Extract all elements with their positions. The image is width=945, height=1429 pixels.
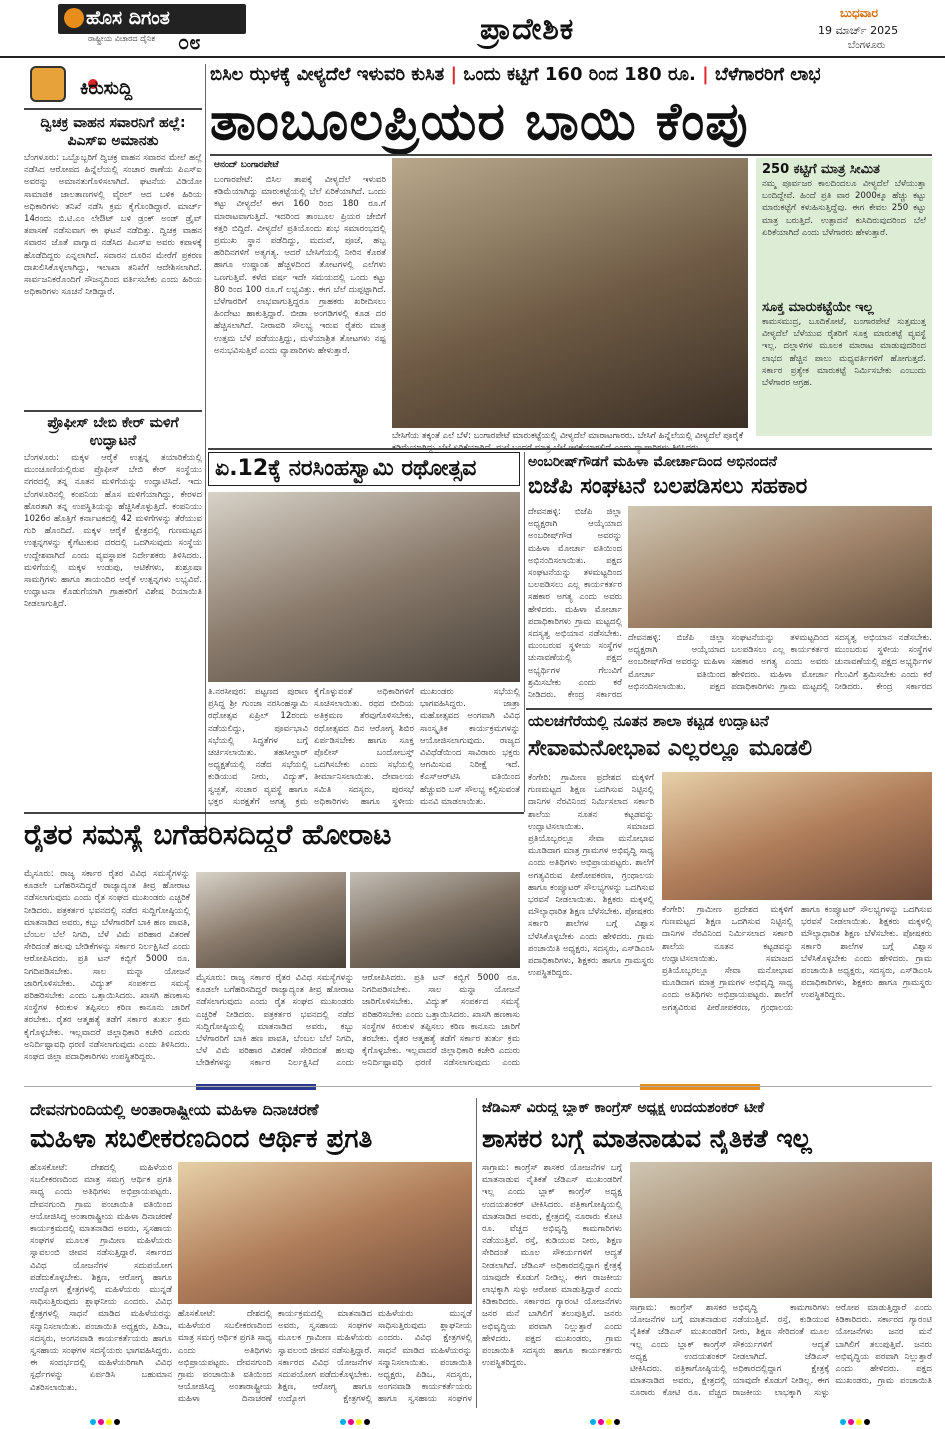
- sidebar-story1-body: ಬೆಂಗಳೂರು: ಒಬ್ಬೊಬ್ಬರಿಗೆ ದ್ವಿಚಕ್ರ ವಾಹನ ಸವಾರನ ಮೇಲೆ ಹಲ್ಲೆ ನಡೆಸಿದ ಆರೋಪದ ಹಿನ್ನೆಲೆಯಲ್ಲಿ ಸಂಚಾರ ಠಾಣೆಯ ಪಿಎಸ್‌ಐ ಅವರನ್ನು ಅಮಾನತುಗೊಳಿಸಲಾಗಿದೆ. ಘಟನೆಯ ವಿಡಿಯೋ ಸಾಮಾಜಿಕ ಜಾಲತಾಣಗಳಲ್ಲಿ ವೈರಲ್ ಆದ ಬಳಿಕ ಹಿರಿಯ ಅಧಿಕಾರಿಗಳು ತನಿಖೆ ನಡೆಸಿ ಕ್ರಮ ಕೈಗೊಂಡಿದ್ದಾರೆ. ಮಾರ್ಚ್ 14ರಂದು ಬಿ.ಟಿ.ಎಂ ಲೇಔಟ್ ಬಳಿ ಡ್ರಂಕ್ ಅಂಡ್ ಡ್ರೈವ್ ತಪಾಸಣೆ ನಡೆಸುವಾಗ ಈ ಘಟನೆ ನಡೆದಿತ್ತು. ದ್ವಿಚಕ್ರ ವಾಹನ ಸವಾರನ ಜೊತೆ ವಾಗ್ವಾದ ನಡೆಸಿದ ಪಿಎಸ್‌ಐ ಅವರು ಕಪಾಳಕ್ಕೆ ಹೊಡೆದಿದ್ದರು ಎನ್ನಲಾಗಿದೆ. ಸವಾರನ ದೂರಿನ ಮೇರೆಗೆ ಪ್ರಕರಣ ದಾಖಲಿಸಿಕೊಳ್ಳಲಾಗಿದ್ದು, ಇಲಾಖಾ ತನಿಖೆಗೆ ಆದೇಶಿಸಲಾಗಿದೆ. ಸಾರ್ವಜನಿಕರೊಂದಿಗೆ ಸೌಜನ್ಯದಿಂದ ವರ್ತಿಸಬೇಕು ಎಂದು ಹಿರಿಯ ಅಧಿಕಾರಿಗಳು ಸೂಚನೆ ನೀಡಿದ್ದಾರೆ.: [24, 153, 202, 298]
- issue-date: 19 ಮಾರ್ಚ್ 2025: [818, 24, 899, 37]
- jds-kicker: ಜೆಡಿಎಸ್ ವಿರುದ್ಧ ಬ್ಲಾಕ್ ಕಾಂಗ್ರೆಸ್ ಅಧ್ಯಕ್ಷ ಉದಯಶಂಕರ್ ಟೀಕೆ: [482, 1100, 765, 1116]
- decorative-bar: [640, 1084, 760, 1090]
- school-body: ಕೆಂಗೇರಿ: ಗ್ರಾಮೀಣ ಪ್ರದೇಶದ ಮಕ್ಕಳಿಗೆ ಗುಣಮಟ್ಟದ ಶಿಕ್ಷಣ ಒದಗಿಸುವ ನಿಟ್ಟಿನಲ್ಲಿ ದಾನಿಗಳ ನೆರವಿನಿಂದ ನಿರ್ಮಿಸಲಾದ ಸರ್ಕಾರಿ ಶಾಲೆಯ ನೂತನ ಕಟ್ಟಡವನ್ನು ಉದ್ಘಾಟಿಸಲಾಯಿತು. ಸಮಾಜದ ಪ್ರತಿಯೊಬ್ಬರಲ್ಲೂ ಸೇವಾ ಮನೋಭಾವ ಮೂಡಿದಾಗ ಮಾತ್ರ ಗ್ರಾಮಗಳ ಅಭಿವೃದ್ಧಿ ಸಾಧ್ಯ ಎಂದು ಅತಿಥಿಗಳು ಅಭಿಪ್ರಾಯಪಟ್ಟರು. ಶಾಲೆಗೆ ಅಗತ್ಯವಿರುವ ಪೀಠೋಪಕರಣ, ಗ್ರಂಥಾಲಯ ಹಾಗೂ ಕಂಪ್ಯೂಟರ್ ಸೌಲಭ್ಯಗಳನ್ನು ಒದಗಿಸುವ ಭರವಸೆ ನೀಡಲಾಯಿತು. ಶಿಕ್ಷಕರು ಮಕ್ಕಳಲ್ಲಿ ಮೌಲ್ಯಾಧಾರಿತ ಶಿಕ್ಷಣ ಬೆಳೆಸಬೇಕು. ಪೋಷಕರು ಸರ್ಕಾರಿ ಶಾಲೆಗಳ ಬಗ್ಗೆ ವಿಶ್ವಾಸ ಬೆಳೆಸಿಕೊಳ್ಳಬೇಕು ಎಂದು ಹೇಳಿದರು. ಗ್ರಾಮ ಪಂಚಾಯಿತಿ ಅಧ್ಯಕ್ಷರು, ಸದಸ್ಯರು, ಎಸ್‌ಡಿಎಂಸಿ ಪದಾಧಿಕಾರಿಗಳು, ಶಿಕ್ಷಕರು ಹಾಗೂ ಗ್ರಾಮಸ್ಥರು ಉಪಸ್ಥಿತರಿದ್ದರು.: [528, 773, 654, 979]
- sidebar-brand: ಕಿರುಸುದ್ದಿ: [80, 78, 133, 99]
- women-headline: ಮಹಿಳಾ ಸಬಲೀಕರಣದಿಂದ ಆರ್ಥಿಕ ಪ್ರಗತಿ: [30, 1124, 373, 1154]
- lead-photo: [392, 158, 748, 428]
- section-title: ಪ್ರಾದೇಶಿಕ: [480, 12, 575, 47]
- women-body: ಹೊಸಕೋಟೆ: ದೇಶದಲ್ಲಿ ಮಹಿಳೆಯರ ಸಬಲೀಕರಣದಿಂದ ಮಾತ್ರ ಸಮಗ್ರ ಆರ್ಥಿಕ ಪ್ರಗತಿ ಸಾಧ್ಯ ಎಂದು ಅತಿಥಿಗಳು ಅಭಿಪ್ರಾಯಪಟ್ಟರು. ದೇವನಗುಂದಿ ಗ್ರಾಮ ಪಂಚಾಯಿತಿ ವತಿಯಿಂದ ಆಯೋಜಿಸಿದ್ದ ಅಂತಾರಾಷ್ಟ್ರೀಯ ಮಹಿಳಾ ದಿನಾಚರಣೆ ಕಾರ್ಯಕ್ರಮದಲ್ಲಿ ಮಾತನಾಡಿದ ಅವರು, ಸ್ವಸಹಾಯ ಸಂಘಗಳ ಮೂಲಕ ಗ್ರಾಮೀಣ ಮಹಿಳೆಯರು ಸ್ವಾವಲಂಬಿ ಜೀವನ ನಡೆಸುತ್ತಿದ್ದಾರೆ. ಸರ್ಕಾರದ ವಿವಿಧ ಯೋಜನೆಗಳ ಸದುಪಯೋಗ ಪಡೆದುಕೊಳ್ಳಬೇಕು. ಶಿಕ್ಷಣ, ಆರೋಗ್ಯ ಹಾಗೂ ಉದ್ಯೋಗ ಕ್ಷೇತ್ರಗಳಲ್ಲಿ ಮಹಿಳೆಯರು ಮುನ್ನಡೆ ಸಾಧಿಸುತ್ತಿರುವುದು ಶ್ಲಾಘನೀಯ ಎಂದರು. ವಿವಿಧ ಕ್ಷೇತ್ರಗಳಲ್ಲಿ ಸಾಧನೆ ಮಾಡಿದ ಮಹಿಳೆಯರನ್ನು ಸನ್ಮಾನಿಸಲಾಯಿತು. ಪಂಚಾಯಿತಿ ಅಧ್ಯಕ್ಷರು, ಪಿಡಿಒ, ಸದಸ್ಯರು, ಅಂಗನವಾಡಿ ಕಾರ್ಯಕರ್ತೆಯರು ಹಾಗೂ ಸ್ವಸಹಾಯ ಸಂಘಗಳ ಸದಸ್ಯೆಯರು ಭಾಗವಹಿಸಿದ್ದರು. ಈ ಸಂದರ್ಭದಲ್ಲಿ ಮಹಿಳೆಯರಿಗಾಗಿ ವಿವಿಧ ಸ್ಪರ್ಧೆಗಳನ್ನು ಏರ್ಪಡಿಸಿ ಬಹುಮಾನ ವಿತರಿಸಲಾಯಿತು.: [30, 1163, 172, 1393]
- sidebar-story2-headline: ಪ್ರೊಫೀಸ್ ಬೇಬಿ ಕೇರ್ ಮಳಿಗೆ ಉದ್ಘಾಟನೆ: [47, 415, 179, 449]
- logo-emblem-icon: [64, 8, 84, 28]
- school-body-continued: ಕೆಂಗೇರಿ: ಗ್ರಾಮೀಣ ಪ್ರದೇಶದ ಮಕ್ಕಳಿಗೆ ಗುಣಮಟ್ಟದ ಶಿಕ್ಷಣ ಒದಗಿಸುವ ನಿಟ್ಟಿನಲ್ಲಿ ದಾನಿಗಳ ನೆರವಿನಿಂದ ನಿರ್ಮಿಸಲಾದ ಸರ್ಕಾರಿ ಶಾಲೆಯ ನೂತನ ಕಟ್ಟಡವನ್ನು ಉದ್ಘಾಟಿಸಲಾಯಿತು. ಸಮಾಜದ ಪ್ರತಿಯೊಬ್ಬರಲ್ಲೂ ಸೇವಾ ಮನೋಭಾವ ಮೂಡಿದಾಗ ಮಾತ್ರ ಗ್ರಾಮಗಳ ಅಭಿವೃದ್ಧಿ ಸಾಧ್ಯ ಎಂದು ಅತಿಥಿಗಳು ಅಭಿಪ್ರಾಯಪಟ್ಟರು. ಶಾಲೆಗೆ ಅಗತ್ಯವಿರುವ ಪೀಠೋಪಕರಣ, ಗ್ರಂಥಾಲಯ ಹಾಗೂ ಕಂಪ್ಯೂಟರ್ ಸೌಲಭ್ಯಗಳನ್ನು ಒದಗಿಸುವ ಭರವಸೆ ನೀಡಲಾಯಿತು. ಶಿಕ್ಷಕರು ಮಕ್ಕಳಲ್ಲಿ ಮೌಲ್ಯಾಧಾರಿತ ಶಿಕ್ಷಣ ಬೆಳೆಸಬೇಕು. ಪೋಷಕರು ಸರ್ಕಾರಿ ಶಾಲೆಗಳ ಬಗ್ಗೆ ವಿಶ್ವಾಸ ಬೆಳೆಸಿಕೊಳ್ಳಬೇಕು ಎಂದು ಹೇಳಿದರು. ಗ್ರಾಮ ಪಂಚಾಯಿತಿ ಅಧ್ಯಕ್ಷರು, ಸದಸ್ಯರು, ಎಸ್‌ಡಿಎಂಸಿ ಪದಾಧಿಕಾರಿಗಳು, ಶಿಕ್ಷಕರು ಹಾಗೂ ಗ್ರಾಮಸ್ಥರು ಉಪಸ್ಥಿತರಿದ್ದರು.: [662, 905, 932, 1013]
- women-body-continued: ಹೊಸಕೋಟೆ: ದೇಶದಲ್ಲಿ ಮಹಿಳೆಯರ ಸಬಲೀಕರಣದಿಂದ ಮಾತ್ರ ಸಮಗ್ರ ಆರ್ಥಿಕ ಪ್ರಗತಿ ಸಾಧ್ಯ ಎಂದು ಅತಿಥಿಗಳು ಅಭಿಪ್ರಾಯಪಟ್ಟರು. ದೇವನಗುಂದಿ ಗ್ರಾಮ ಪಂಚಾಯಿತಿ ವತಿಯಿಂದ ಆಯೋಜಿಸಿದ್ದ ಅಂತಾರಾಷ್ಟ್ರೀಯ ಮಹಿಳಾ ದಿನಾಚರಣೆ ಕಾರ್ಯಕ್ರಮದಲ್ಲಿ ಮಾತನಾಡಿದ ಅವರು, ಸ್ವಸಹಾಯ ಸಂಘಗಳ ಮೂಲಕ ಗ್ರಾಮೀಣ ಮಹಿಳೆಯರು ಸ್ವಾವಲಂಬಿ ಜೀವನ ನಡೆಸುತ್ತಿದ್ದಾರೆ. ಸರ್ಕಾರದ ವಿವಿಧ ಯೋಜನೆಗಳ ಸದುಪಯೋಗ ಪಡೆದುಕೊಳ್ಳಬೇಕು. ಶಿಕ್ಷಣ, ಆರೋಗ್ಯ ಹಾಗೂ ಉದ್ಯೋಗ ಕ್ಷೇತ್ರಗಳಲ್ಲಿ ಮಹಿಳೆಯರು ಮುನ್ನಡೆ ಸಾಧಿಸುತ್ತಿರುವುದು ಶ್ಲಾಘನೀಯ ಎಂದರು. ವಿವಿಧ ಕ್ಷೇತ್ರಗಳಲ್ಲಿ ಸಾಧನೆ ಮಾಡಿದ ಮಹಿಳೆಯರನ್ನು ಸನ್ಮಾನಿಸಲಾಯಿತು. ಪಂಚಾಯಿತಿ ಅಧ್ಯಕ್ಷರು, ಪಿಡಿಒ, ಸದಸ್ಯರು, ಅಂಗನವಾಡಿ ಕಾರ್ಯಕರ್ತೆಯರು ಹಾಗೂ ಸ್ವಸಹಾಯ ಸಂಘಗಳ: [178, 1309, 472, 1405]
- kicker-separator: |: [702, 64, 715, 85]
- lead-headline: ತಾಂಬೂಲಪ್ರಿಯರ ಬಾಯಿ ಕೆಂಪು: [210, 92, 749, 152]
- jds-body-continued: ಸಾಗ್ರಾಮ: ಕಾಂಗ್ರೆಸ್ ಶಾಸಕರ ಯೋಜನೆಗಳ ಬಗ್ಗೆ ಮಾತನಾಡುವ ನೈತಿಕತೆ ಜೆಡಿಎಸ್ ಮುಖಂಡರಿಗೆ ಇಲ್ಲ ಎಂದು ಬ್ಲಾಕ್ ಕಾಂಗ್ರೆಸ್ ಅಧ್ಯಕ್ಷ ಉದಯಶಂಕರ್ ಟೀಕಿಸಿದರು. ಪತ್ರಿಕಾಗೋಷ್ಠಿಯಲ್ಲಿ ಮಾತನಾಡಿದ ಅವರು, ಕ್ಷೇತ್ರದಲ್ಲಿ ನೂರಾರು ಕೋಟಿ ರೂ. ವೆಚ್ಚದ ಅಭಿವೃದ್ಧಿ ಕಾಮಗಾರಿಗಳು ನಡೆಯುತ್ತಿವೆ. ರಸ್ತೆ, ಕುಡಿಯುವ ನೀರು, ಶಿಕ್ಷಣ ಸೇರಿದಂತೆ ಮೂಲ ಸೌಕರ್ಯಗಳಿಗೆ ಆದ್ಯತೆ ನೀಡಲಾಗಿದೆ. ಜೆಡಿಎಸ್ ಅಧಿಕಾರದಲ್ಲಿದ್ದಾಗ ಕ್ಷೇತ್ರಕ್ಕೆ ಯಾವುದೇ ಕೊಡುಗೆ ನೀಡಿಲ್ಲ. ಈಗ ರಾಜಕೀಯ ಲಾಭಕ್ಕಾಗಿ ಸುಳ್ಳು ಆರೋಪ ಮಾಡುತ್ತಿದ್ದಾರೆ ಎಂದು ಕಿಡಿಕಾರಿದರು. ಸರ್ಕಾರದ ಗ್ಯಾರಂಟಿ ಯೋಜನೆಗಳು ಜನರ ಮನೆ ಬಾಗಿಲಿಗೆ ತಲುಪುತ್ತಿವೆ. ಜನರು ಅಭಿವೃದ್ಧಿಯ ಪರವಾಗಿ ನಿಲ್ಲುತ್ತಾರೆ ಎಂದು ಹೇಳಿದರು. ಪಕ್ಷದ ಮುಖಂಡರು, ಗ್ರಾಮ ಪಂಚಾಯಿತಿ: [630, 1303, 932, 1399]
- print-registration-marks: [340, 1410, 372, 1429]
- box-paragraph-1: ನಮ್ಮ ಪೂರ್ವಜರ ಕಾಲದಿಂದಲೂ ವೀಳ್ಯದೆಲೆ ಬೆಳೆಯುತ್ತಾ ಬಂದಿದ್ದೇವೆ. ಹಿಂದೆ ಪ್ರತಿ ವಾರ 2000ಕ್ಕೂ ಹೆಚ್ಚು ಕಟ್ಟು ಮಾರುಕಟ್ಟೆಗೆ ಕಳುಹಿಸುತ್ತಿದ್ದೆವು. ಈಗ ಕೇವಲ 250 ಕಟ್ಟು ಮಾತ್ರ ಬರುತ್ತಿದೆ. ಉತ್ಪಾದನೆ ಕುಸಿದಿರುವುದರಿಂದ ಬೆಲೆ ಏರಿಕೆಯಾಗಿದೆ ಎಂದು ಬೆಳೆಗಾರರು ಹೇಳುತ್ತಾರೆ.: [762, 179, 926, 238]
- lead-kicker-part: ಬೆಳೆಗಾರರಿಗೆ ಲಾಭ: [714, 64, 821, 85]
- divider: [208, 448, 932, 450]
- column-rule: [524, 452, 525, 812]
- ambareesh-kicker: ಅಂಬರೀಷ್‌ಗೌಡಗೆ ಮಹಿಳಾ ಮೋರ್ಚಾದಿಂದ ಅಭಿನಂದನೆ: [528, 454, 777, 470]
- print-registration-marks: [840, 1410, 872, 1429]
- farmers-body: ಮೈಸೂರು: ರಾಜ್ಯ ಸರ್ಕಾರ ರೈತರ ವಿವಿಧ ಸಮಸ್ಯೆಗಳನ್ನು ಕೂಡಲೇ ಬಗೆಹರಿಸದಿದ್ದರೆ ರಾಜ್ಯಾದ್ಯಂತ ತೀವ್ರ ಹೋರಾಟ ನಡೆಸಲಾಗುವುದು ಎಂದು ರೈತ ಸಂಘದ ಮುಖಂಡರು ಎಚ್ಚರಿಕೆ ನೀಡಿದರು. ಪತ್ರಕರ್ತರ ಭವನದಲ್ಲಿ ನಡೆದ ಸುದ್ದಿಗೋಷ್ಠಿಯಲ್ಲಿ ಮಾತನಾಡಿದ ಅವರು, ಕಬ್ಬು ಬೆಳೆಗಾರರಿಗೆ ಬಾಕಿ ಹಣ ಪಾವತಿ, ಬೆಂಬಲ ಬೆಲೆ ನಿಗದಿ, ಬೆಳೆ ವಿಮೆ ಪರಿಹಾರ ವಿತರಣೆ ಸೇರಿದಂತೆ ಹಲವು ಬೇಡಿಕೆಗಳನ್ನು ಸರ್ಕಾರ ನಿರ್ಲಕ್ಷಿಸಿದೆ ಎಂದು ಆರೋಪಿಸಿದರು. ಪ್ರತಿ ಟನ್ ಕಬ್ಬಿಗೆ 5000 ರೂ. ನಿಗದಿಪಡಿಸಬೇಕು. ಸಾಲ ಮನ್ನಾ ಯೋಜನೆ ಜಾರಿಗೊಳಿಸಬೇಕು. ವಿದ್ಯುತ್ ಸಂಪರ್ಕದ ಸಮಸ್ಯೆ ಪರಿಹರಿಸಬೇಕು ಎಂದು ಒತ್ತಾಯಿಸಿದರು. ಖಾಸಗಿ ಹಣಕಾಸು ಸಂಸ್ಥೆಗಳ ಕಿರುಕುಳ ತಪ್ಪಿಸಲು ಕಠಿಣ ಕಾನೂನು ಜಾರಿಗೆ ತರಬೇಕು. ರೈತರ ಆತ್ಮಹತ್ಯೆ ತಡೆಗೆ ಸರ್ಕಾರ ತುರ್ತು ಕ್ರಮ ಕೈಗೊಳ್ಳಬೇಕು. ಇಲ್ಲವಾದರೆ ಜಿಲ್ಲಾಧಿಕಾರಿ ಕಚೇರಿ ಎದುರು ಅನಿರ್ದಿಷ್ಟಾವಧಿ ಧರಣಿ ನಡೆಸಲಾಗುವುದು ಎಂದು ತಿಳಿಸಿದರು. ಸಂಘದ ಜಿಲ್ಲಾ ಪದಾಧಿಕಾರಿಗಳು ಉಪಸ್ಥಿತರಿದ್ದರು.: [24, 869, 190, 1063]
- lead-byline: ಆನಂದ್ ಬಂಗಾರಪೇಟೆ: [214, 160, 279, 170]
- jds-headline: ಶಾಸಕರ ಬಗ್ಗೆ ಮಾತನಾಡುವ ನೈತಿಕತೆ ಇಲ್ಲ: [482, 1124, 812, 1153]
- sidebar-story1-headline: ದ್ವಿಚಕ್ರ ವಾಹನ ಸವಾರನಿಗೆ ಹಲ್ಲೆ: ಪಿಎಸ್‌ಐ ಅಮಾನತು: [40, 115, 186, 149]
- farmers-headline: ರೈತರ ಸಮಸ್ಯೆ ಬಗೆಹರಿಸದಿದ್ದರೆ ಹೋರಾಟ: [24, 818, 392, 851]
- jds-photo: [630, 1162, 932, 1298]
- page-number: ೦೮: [178, 30, 201, 54]
- sidebar-story2-body: ಬೆಂಗಳೂರು: ಮಕ್ಕಳ ಆರೈಕೆ ಉತ್ಪನ್ನ ತಯಾರಿಕೆಯಲ್ಲಿ ಮುಂಚೂಣಿಯಲ್ಲಿರುವ ಪ್ರೊಫೀಸ್ ಬೇಬಿ ಕೇರ್ ಸಂಸ್ಥೆಯು ನಗರದಲ್ಲಿ ತನ್ನ ನೂತನ ಮಳಿಗೆಯನ್ನು ಉದ್ಘಾಟಿಸಿದೆ. ಇದು ಬೆಂಗಳೂರಿನಲ್ಲಿ ಕಂಪನಿಯ ಹೊಸ ಮಳಿಗೆಯಾಗಿದ್ದು, ಕೇರಳದ ಹೊರತಾಗಿ ತನ್ನ ಉಪಸ್ಥಿತಿಯನ್ನು ಹೆಚ್ಚಿಸಿಕೊಳ್ಳುತ್ತಿದೆ. ಕಂಪನಿಯು 1026ರ ಹೊತ್ತಿಗೆ ಕರ್ನಾಟಕದಲ್ಲಿ 42 ಮಳಿಗೆಗಳನ್ನು ತೆರೆಯುವ ಗುರಿ ಹೊಂದಿದೆ. ಮಕ್ಕಳ ಆರೈಕೆ ಕ್ಷೇತ್ರದಲ್ಲಿ ಗುಣಮಟ್ಟದ ಉತ್ಪನ್ನಗಳನ್ನು ಕೈಗೆಟುಕುವ ದರದಲ್ಲಿ ಒದಗಿಸುವುದು ಸಂಸ್ಥೆಯ ಉದ್ದೇಶವಾಗಿದೆ ಎಂದು ವ್ಯವಸ್ಥಾಪಕ ನಿರ್ದೇಶಕರು ತಿಳಿಸಿದರು. ಮಳಿಗೆಯಲ್ಲಿ ಮಕ್ಕಳ ಉಡುಪು, ಆಟಿಕೆಗಳು, ಶುಶ್ರೂಷಾ ಸಾಮಗ್ರಿಗಳು ಹಾಗೂ ತಾಯಂದಿರ ಆರೈಕೆ ಉತ್ಪನ್ನಗಳು ಲಭ್ಯವಿವೆ. ಉದ್ಘಾಟನಾ ಕೊಡುಗೆಯಾಗಿ ಗ್ರಾಹಕರಿಗೆ ವಿಶೇಷ ರಿಯಾಯಿತಿ ನೀಡಲಾಗುತ್ತಿದೆ.: [24, 453, 202, 610]
- ambareesh-headline: ಬಿಜೆಪಿ ಸಂಘಟನೆ ಬಲಪಡಿಸಲು ಸಹಕಾರ: [528, 474, 808, 499]
- newspaper-logo: ಹೊಸ ದಿಗಂತ: [58, 4, 246, 34]
- school-photo: [662, 772, 932, 900]
- school-headline: ಸೇವಾಮನೋಭಾವ ಎಲ್ಲರಲ್ಲೂ ಮೂಡಲಿ: [528, 736, 812, 761]
- jds-body: ಸಾಗ್ರಾಮ: ಕಾಂಗ್ರೆಸ್ ಶಾಸಕರ ಯೋಜನೆಗಳ ಬಗ್ಗೆ ಮಾತನಾಡುವ ನೈತಿಕತೆ ಜೆಡಿಎಸ್ ಮುಖಂಡರಿಗೆ ಇಲ್ಲ ಎಂದು ಬ್ಲಾಕ್ ಕಾಂಗ್ರೆಸ್ ಅಧ್ಯಕ್ಷ ಉದಯಶಂಕರ್ ಟೀಕಿಸಿದರು. ಪತ್ರಿಕಾಗೋಷ್ಠಿಯಲ್ಲಿ ಮಾತನಾಡಿದ ಅವರು, ಕ್ಷೇತ್ರದಲ್ಲಿ ನೂರಾರು ಕೋಟಿ ರೂ. ವೆಚ್ಚದ ಅಭಿವೃದ್ಧಿ ಕಾಮಗಾರಿಗಳು ನಡೆಯುತ್ತಿವೆ. ರಸ್ತೆ, ಕುಡಿಯುವ ನೀರು, ಶಿಕ್ಷಣ ಸೇರಿದಂತೆ ಮೂಲ ಸೌಕರ್ಯಗಳಿಗೆ ಆದ್ಯತೆ ನೀಡಲಾಗಿದೆ. ಜೆಡಿಎಸ್ ಅಧಿಕಾರದಲ್ಲಿದ್ದಾಗ ಕ್ಷೇತ್ರಕ್ಕೆ ಯಾವುದೇ ಕೊಡುಗೆ ನೀಡಿಲ್ಲ. ಈಗ ರಾಜಕೀಯ ಲಾಭಕ್ಕಾಗಿ ಸುಳ್ಳು ಆರೋಪ ಮಾಡುತ್ತಿದ್ದಾರೆ ಎಂದು ಕಿಡಿಕಾರಿದರು. ಸರ್ಕಾರದ ಗ್ಯಾರಂಟಿ ಯೋಜನೆಗಳು ಜನರ ಮನೆ ಬಾಗಿಲಿಗೆ ತಲುಪುತ್ತಿವೆ. ಜನರು ಅಭಿವೃದ್ಧಿಯ ಪರವಾಗಿ ನಿಲ್ಲುತ್ತಾರೆ ಎಂದು ಹೇಳಿದರು. ಪಕ್ಷದ ಮುಖಂಡರು, ಗ್ರಾಮ ಪಂಚಾಯಿತಿ ಸದಸ್ಯರು ಹಾಗೂ ಕಾರ್ಯಕರ್ತರು ಉಪಸ್ಥಿತರಿದ್ದರು.: [482, 1163, 622, 1369]
- divider: [210, 154, 932, 156]
- lead-kicker-part: ಒಂದು ಕಟ್ಟಿಗೆ 160 ರಿಂದ 180 ರೂ.: [463, 64, 696, 85]
- lead-kicker: [210, 64, 925, 92]
- women-kicker: ದೇವನಗುಂದಿಯಲ್ಲಿ ಅಂತಾರಾಷ್ಟ್ರೀಯ ಮಹಿಳಾ ದಿನಾಚರಣೆ: [30, 1100, 319, 1119]
- rath-headline: ಏ.12ಕ್ಕೆ ನರಸಿಂಹಸ್ವಾಮಿ ರಥೋತ್ಸವ: [208, 452, 520, 486]
- rath-photo: [208, 492, 520, 682]
- logo-tagline: ರಾಷ್ಟ್ರೀಯ ವಿಚಾರದ ದೈನಿಕ: [88, 34, 155, 43]
- ambareesh-photo: [628, 506, 932, 628]
- print-registration-marks: [90, 1410, 122, 1429]
- finger-snap-icon: [30, 66, 66, 102]
- lead-kicker-part: ಬಿಸಿಲ ಝಳಕ್ಕೆ ವೀಳ್ಯದೆಲೆ ಇಳುವರಿ ಕುಸಿತ: [210, 64, 445, 85]
- rath-body: ತಿ.ನರಸೀಪುರ: ಪಟ್ಟಣದ ಪುರಾಣ ಪ್ರಸಿದ್ಧ ಶ್ರೀ ಗುಂಜಾ ನರಸಿಂಹಸ್ವಾಮಿ ರಥೋತ್ಸವ ಏಪ್ರಿಲ್ 12ರಂದು ನಡೆಯಲಿದ್ದು, ಪೂರ್ವಭಾವಿ ಸಭೆಯಲ್ಲಿ ಸಿದ್ಧತೆಗಳ ಬಗ್ಗೆ ಚರ್ಚಿಸಲಾಯಿತು. ತಹಸೀಲ್ದಾರ್ ಅಧ್ಯಕ್ಷತೆಯಲ್ಲಿ ನಡೆದ ಸಭೆಯಲ್ಲಿ ಕುಡಿಯುವ ನೀರು, ವಿದ್ಯುತ್, ಸ್ವಚ್ಛತೆ, ಸಂಚಾರ ವ್ಯವಸ್ಥೆ ಹಾಗೂ ಭಕ್ತರ ಸುರಕ್ಷತೆಗೆ ಅಗತ್ಯ ಕ್ರಮ ಕೈಗೊಳ್ಳುವಂತೆ ಅಧಿಕಾರಿಗಳಿಗೆ ಸೂಚಿಸಲಾಯಿತು. ರಥದ ಬೀದಿಯ ಅತಿಕ್ರಮಣ ತೆರವುಗೊಳಿಸಬೇಕು, ರಥೋತ್ಸವದ ದಿನ ಆರೋಗ್ಯ ಶಿಬಿರ ಏರ್ಪಡಿಸಬೇಕು ಹಾಗೂ ಸೂಕ್ತ ಪೊಲೀಸ್ ಬಂದೋಬಸ್ತ್ ಒದಗಿಸಬೇಕು ಎಂದು ಸಭೆಯಲ್ಲಿ ತೀರ್ಮಾನಿಸಲಾಯಿತು. ದೇವಾಲಯ ಸಮಿತಿ ಸದಸ್ಯರು, ಪುರಸಭೆ ಅಧಿಕಾರಿಗಳು ಹಾಗೂ ಸ್ಥಳೀಯ ಮುಖಂಡರು ಸಭೆಯಲ್ಲಿ ಭಾಗವಹಿಸಿದ್ದರು. ಜಾತ್ರಾ ಮಹೋತ್ಸವದ ಅಂಗವಾಗಿ ವಿವಿಧ ಸಾಂಸ್ಕೃತಿಕ ಕಾರ್ಯಕ್ರಮಗಳನ್ನು ಆಯೋಜಿಸಲಾಗುವುದು. ರಾಜ್ಯದ ವಿವಿಧೆಡೆಯಿಂದ ಸಾವಿರಾರು ಭಕ್ತರು ಆಗಮಿಸುವ ನಿರೀಕ್ಷೆ ಇದೆ. ಕೆಎಸ್‌ಆರ್‌ಟಿಸಿ ವತಿಯಿಂದ ಹೆಚ್ಚುವರಿ ಬಸ್ ಸೌಲಭ್ಯ ಕಲ್ಪಿಸುವಂತೆ ಮನವಿ ಮಾಡಲಾಯಿತು.: [208, 687, 520, 807]
- farmers-photo-1: [196, 872, 346, 968]
- divider: [526, 708, 932, 710]
- divider: [24, 1086, 932, 1087]
- print-registration-marks: [590, 1410, 622, 1429]
- ambareesh-body-continued: ದೇವನಹಳ್ಳಿ: ಬಿಜೆಪಿ ಜಿಲ್ಲಾ ಅಧ್ಯಕ್ಷರಾಗಿ ಆಯ್ಕೆಯಾದ ಅಂಬರೀಷ್‌ಗೌಡ ಅವರನ್ನು ಮಹಿಳಾ ಮೋರ್ಚಾ ವತಿಯಿಂದ ಅಭಿನಂದಿಸಲಾಯಿತು. ಪಕ್ಷದ ಸಂಘಟನೆಯನ್ನು ತಳಮಟ್ಟದಿಂದ ಬಲಪಡಿಸಲು ಎಲ್ಲ ಕಾರ್ಯಕರ್ತರ ಸಹಕಾರ ಅಗತ್ಯ ಎಂದು ಅವರು ಹೇಳಿದರು. ಮಹಿಳಾ ಮೋರ್ಚಾ ಪದಾಧಿಕಾರಿಗಳು ಗ್ರಾಮ ಮಟ್ಟದಲ್ಲಿ ಸದಸ್ಯತ್ವ ಅಭಿಯಾನ ನಡೆಸಬೇಕು. ಮುಂಬರುವ ಸ್ಥಳೀಯ ಸಂಸ್ಥೆಗಳ ಚುನಾವಣೆಯಲ್ಲಿ ಪಕ್ಷದ ಅಭ್ಯರ್ಥಿಗಳ ಗೆಲುವಿಗೆ ಶ್ರಮಿಸಬೇಕು ಎಂದು ಕರೆ ನೀಡಿದರು. ಕೇಂದ್ರ ಸರ್ಕಾರದ: [628, 633, 932, 692]
- ambareesh-body: ದೇವನಹಳ್ಳಿ: ಬಿಜೆಪಿ ಜಿಲ್ಲಾ ಅಧ್ಯಕ್ಷರಾಗಿ ಆಯ್ಕೆಯಾದ ಅಂಬರೀಷ್‌ಗೌಡ ಅವರನ್ನು ಮಹಿಳಾ ಮೋರ್ಚಾ ವತಿಯಿಂದ ಅಭಿನಂದಿಸಲಾಯಿತು. ಪಕ್ಷದ ಸಂಘಟನೆಯನ್ನು ತಳಮಟ್ಟದಿಂದ ಬಲಪಡಿಸಲು ಎಲ್ಲ ಕಾರ್ಯಕರ್ತರ ಸಹಕಾರ ಅಗತ್ಯ ಎಂದು ಅವರು ಹೇಳಿದರು. ಮಹಿಳಾ ಮೋರ್ಚಾ ಪದಾಧಿಕಾರಿಗಳು ಗ್ರಾಮ ಮಟ್ಟದಲ್ಲಿ ಸದಸ್ಯತ್ವ ಅಭಿಯಾನ ನಡೆಸಬೇಕು. ಮುಂಬರುವ ಸ್ಥಳೀಯ ಸಂಸ್ಥೆಗಳ ಚುನಾವಣೆಯಲ್ಲಿ ಪಕ್ಷದ ಅಭ್ಯರ್ಥಿಗಳ ಗೆಲುವಿಗೆ ಶ್ರಮಿಸಬೇಕು ಎಂದು ಕರೆ ನೀಡಿದರು. ಕೇಂದ್ರ ಸರ್ಕಾರದ: [528, 507, 622, 701]
- women-photo: [178, 1162, 472, 1304]
- divider: [24, 812, 524, 814]
- lead-photo-caption: ಬೇಸಿಗೆಯ ತಕ್ಕಂತೆ ಎಲೆ ಬೆಳೆ: ಬಂಗಾರಪೇಟೆ ಮಾರುಕಟ್ಟೆಯಲ್ಲಿ ವೀಳ್ಯದೆಲೆ ಮಾರಾಟಗಾರರು. ಬೇಸಿಗೆ ಹಿನ್ನೆಲೆಯಲ್ಲಿ ವೀಳ್ಯದೆಲೆ ಪೂರೈಕೆ: [392, 431, 744, 441]
- issue-place: ಬೆಂಗಳೂರು: [848, 40, 886, 51]
- kicker-separator: |: [450, 64, 464, 85]
- divider: [24, 108, 202, 110]
- farmers-photo-2: [350, 872, 520, 968]
- box-heading-1: 250 ಕಟ್ಟಿಗೆ ಮಾತ್ರ ಸೀಮಿತ: [762, 162, 880, 177]
- decorative-bar: [196, 1084, 316, 1090]
- divider: [24, 410, 202, 412]
- issue-day: ಬುಧವಾರ: [840, 6, 878, 20]
- farmers-body-continued: ಮೈಸೂರು: ರಾಜ್ಯ ಸರ್ಕಾರ ರೈತರ ವಿವಿಧ ಸಮಸ್ಯೆಗಳನ್ನು ಕೂಡಲೇ ಬಗೆಹರಿಸದಿದ್ದರೆ ರಾಜ್ಯಾದ್ಯಂತ ತೀವ್ರ ಹೋರಾಟ ನಡೆಸಲಾಗುವುದು ಎಂದು ರೈತ ಸಂಘದ ಮುಖಂಡರು ಎಚ್ಚರಿಕೆ ನೀಡಿದರು. ಪತ್ರಕರ್ತರ ಭವನದಲ್ಲಿ ನಡೆದ ಸುದ್ದಿಗೋಷ್ಠಿಯಲ್ಲಿ ಮಾತನಾಡಿದ ಅವರು, ಕಬ್ಬು ಬೆಳೆಗಾರರಿಗೆ ಬಾಕಿ ಹಣ ಪಾವತಿ, ಬೆಂಬಲ ಬೆಲೆ ನಿಗದಿ, ಬೆಳೆ ವಿಮೆ ಪರಿಹಾರ ವಿತರಣೆ ಸೇರಿದಂತೆ ಹಲವು ಬೇಡಿಕೆಗಳನ್ನು ಸರ್ಕಾರ ನಿರ್ಲಕ್ಷಿಸಿದೆ ಎಂದು ಆರೋಪಿಸಿದರು. ಪ್ರತಿ ಟನ್ ಕಬ್ಬಿಗೆ 5000 ರೂ. ನಿಗದಿಪಡಿಸಬೇಕು. ಸಾಲ ಮನ್ನಾ ಯೋಜನೆ ಜಾರಿಗೊಳಿಸಬೇಕು. ವಿದ್ಯುತ್ ಸಂಪರ್ಕದ ಸಮಸ್ಯೆ ಪರಿಹರಿಸಬೇಕು ಎಂದು ಒತ್ತಾಯಿಸಿದರು. ಖಾಸಗಿ ಹಣಕಾಸು ಸಂಸ್ಥೆಗಳ ಕಿರುಕುಳ ತಪ್ಪಿಸಲು ಕಠಿಣ ಕಾನೂನು ಜಾರಿಗೆ ತರಬೇಕು. ರೈತರ ಆತ್ಮಹತ್ಯೆ ತಡೆಗೆ ಸರ್ಕಾರ ತುರ್ತು ಕ್ರಮ ಕೈಗೊಳ್ಳಬೇಕು. ಇಲ್ಲವಾದರೆ ಜಿಲ್ಲಾಧಿಕಾರಿ ಕಚೇರಿ ಎದುರು ಅನಿರ್ದಿಷ್ಟಾವಧಿ ಧರಣಿ ನಡೆಸಲಾಗುವುದು ಎಂದು: [196, 973, 520, 1069]
- lead-sidebar-box: [756, 158, 932, 436]
- box-heading-2: ಸೂಕ್ತ ಮಾರುಕಟ್ಟೆಯೇ ಇಲ್ಲ: [762, 300, 874, 315]
- box-paragraph-2: ಕಾಮಸಮುದ್ರ, ಬೂದಿಕೋಟೆ, ಬಂಗಾರಪೇಟೆ ಸುತ್ತಮುತ್ತ ವೀಳ್ಯದೆಲೆ ಬೆಳೆಯುವ ರೈತರಿಗೆ ಸೂಕ್ತ ಮಾರುಕಟ್ಟೆ ವ್ಯವಸ್ಥೆ ಇಲ್ಲ. ದಲ್ಲಾಳಿಗಳ ಮೂಲಕ ಮಾರಾಟ ಮಾಡುವುದರಿಂದ ಲಾಭದ ಹೆಚ್ಚಿನ ಪಾಲು ಮಧ್ಯವರ್ತಿಗಳಿಗೆ ಹೋಗುತ್ತದೆ. ಸರ್ಕಾರ ಪ್ರತ್ಯೇಕ ಮಾರುಕಟ್ಟೆ ನಿರ್ಮಿಸಬೇಕು ಎಂಬುದು ಬೆಳೆಗಾರರ ಆಗ್ರಹ.: [762, 317, 926, 389]
- column-rule: [205, 64, 206, 844]
- lead-body: ಬಂಗಾರಪೇಟೆ: ಬಿಸಿಲ ತಾಪಕ್ಕೆ ವೀಳ್ಯದೆಲೆ ಇಳುವರಿ ಕಡಿಮೆಯಾಗಿದ್ದು ಮಾರುಕಟ್ಟೆಯಲ್ಲಿ ಬೆಲೆ ಏರಿಕೆಯಾಗಿದೆ. ಒಂದು ಕಟ್ಟು ವೀಳ್ಯದೆಲೆ ಈಗ 160 ರಿಂದ 180 ರೂ.ಗೆ ಮಾರಾಟವಾಗುತ್ತಿದೆ. ಇದರಿಂದ ತಾಂಬೂಲ ಪ್ರಿಯರ ಜೇಬಿಗೆ ಕತ್ತರಿ ಬಿದ್ದಿದೆ. ವೀಳ್ಯದೆಲೆ ಪ್ರತಿಯೊಂದು ಶುಭ ಸಮಾರಂಭದಲ್ಲಿ ಪ್ರಮುಖ ಸ್ಥಾನ ಪಡೆದಿದ್ದು, ಮದುವೆ, ಪೂಜೆ, ಹಬ್ಬ ಹರಿದಿನಗಳಿಗೆ ಅತ್ಯಗತ್ಯ. ಆದರೆ ಬೇಸಿಗೆಯಲ್ಲಿ ನೀರಿನ ಕೊರತೆ ಹಾಗೂ ಉಷ್ಣಾಂಶ ಹೆಚ್ಚಳದಿಂದ ತೋಟಗಳಲ್ಲಿ ಎಲೆಗಳು ಒಣಗುತ್ತಿವೆ. ಕಳೆದ ವರ್ಷ ಇದೇ ಸಮಯದಲ್ಲಿ ಒಂದು ಕಟ್ಟು 80 ರಿಂದ 100 ರೂ.ಗೆ ಲಭ್ಯವಿತ್ತು. ಈಗ ಬೆಲೆ ದುಪ್ಪಟ್ಟಾಗಿದೆ. ಬೆಳೆಗಾರರಿಗೆ ಲಾಭವಾಗುತ್ತಿದ್ದರೂ ಗ್ರಾಹಕರು ಖರೀದಿಸಲು ಹಿಂದೇಟು ಹಾಕುತ್ತಿದ್ದಾರೆ. ಬೀಡಾ ಅಂಗಡಿಗಳಲ್ಲಿ ಕೂಡ ದರ ಹೆಚ್ಚಿಸಲಾಗಿದೆ. ನೀರಾವರಿ ಸೌಲಭ್ಯ ಇರುವ ರೈತರು ಮಾತ್ರ ಉತ್ತಮ ಬೆಳೆ ಪಡೆಯುತ್ತಿದ್ದು, ಮಳೆಯಾಶ್ರಿತ ತೋಟಗಳು ನಷ್ಟ ಅನುಭವಿಸುತ್ತಿವೆ ಎಂದು ವ್ಯಾಪಾರಿಗಳು ಹೇಳುತ್ತಾರೆ.: [214, 175, 386, 356]
- school-kicker: ಯಲಚಗೆರೆಯಲ್ಲಿ ನೂತನ ಶಾಲಾ ಕಟ್ಟಡ ಉದ್ಘಾಟನೆ: [528, 712, 769, 730]
- column-rule: [476, 1098, 477, 1408]
